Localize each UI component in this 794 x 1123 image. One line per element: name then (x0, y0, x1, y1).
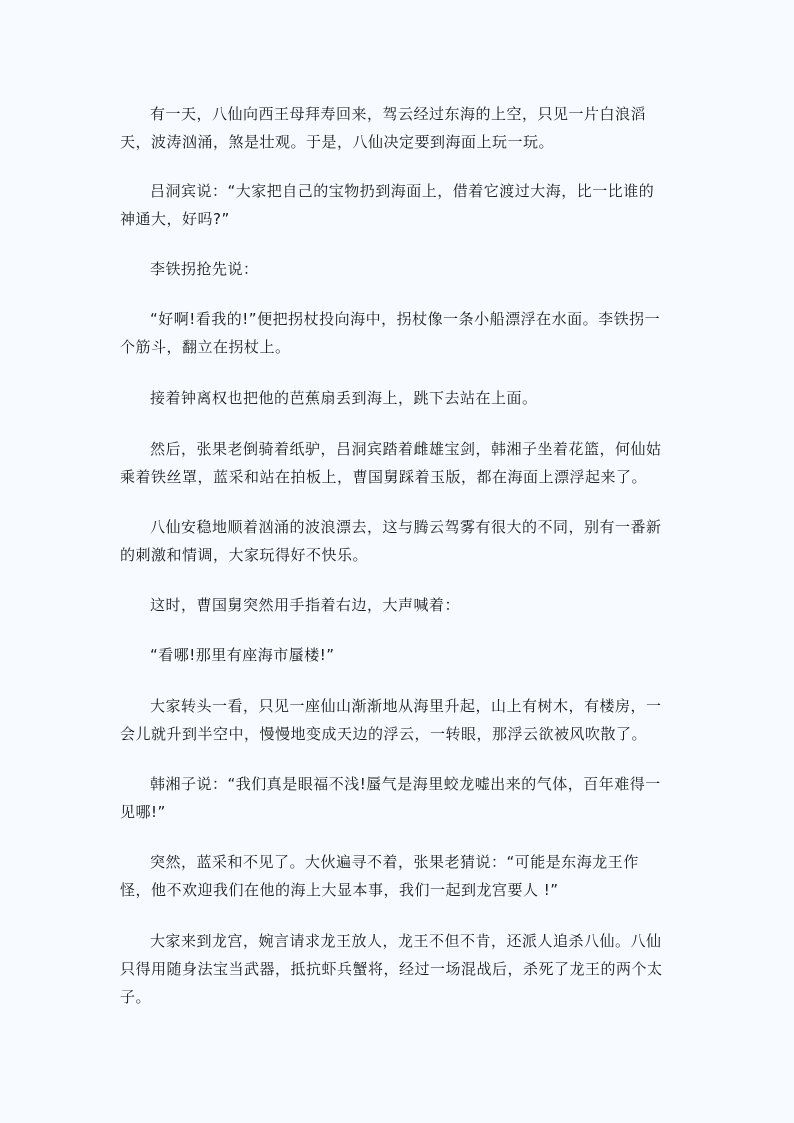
paragraph-8: 这时，曹国舅突然用手指着右边，大声喊着： (150, 596, 461, 614)
paragraph-5: 接着钟离权也把他的芭蕉扇丢到海上，跳下去站在上面。 (150, 389, 538, 407)
paragraph-7: 八仙安稳地顺着汹涌的波浪漂去，这与腾云驾雾有很大的不同，别有一番新的刺激和情调，大家玩得好不快乐。 (120, 518, 662, 564)
paragraph-12: 突然，蓝采和不见了。大伙遍寻不着，张果老猜说：“可能是东海龙王作怪，他不欢迎我们在他的海上大显本事，我们一起到龙宫要人 !” (120, 853, 639, 899)
paragraph-1: 有一天，八仙向西王母拜寿回来，驾云经过东海的上空，只见一片白浪滔天，波涛汹涌，煞是壮观。于是，八仙决定要到海面上玩一玩。 (120, 105, 647, 151)
paragraph-11: 韩湘子说：“我们真是眼福不浅!蜃气是海里蛟龙嘘出来的气体，百年难得一见哪!” (120, 775, 661, 821)
paragraph-13: 大家来到龙宫，婉言请求龙王放人，龙王不但不肯，还派人追杀八仙。八仙只得用随身法宝当武器，抵抗虾兵蟹将，经过一场混战后，杀死了龙王的两个太子。 (120, 932, 663, 1006)
paragraph-4: “好啊!看我的!”便把拐杖投向海中，拐杖像一条小船漂浮在水面。李铁拐一个筋斗，翻立在拐杖上。 (120, 310, 661, 356)
paragraph-2: 吕洞宾说：“大家把自己的宝物扔到海面上，借着它渡过大海，比一比谁的神通大，好吗?” (120, 182, 655, 228)
paragraph-9: “看哪!那里有座海市蜃楼!” (150, 646, 335, 664)
paragraph-6: 然后，张果老倒骑着纸驴，吕洞宾踏着雌雄宝剑，韩湘子坐着花篮，何仙姑乘着铁丝罩，蓝采和站在拍板上，曹国舅踩着玉版，都在海面上漂浮起来了。 (120, 440, 662, 486)
paragraph-10: 大家转头一看，只见一座仙山渐渐地从海里升起，山上有树木，有楼房，一会儿就升到半空中，慢慢地变成天边的浮云，一转眼，那浮云欲被风吹散了。 (120, 697, 662, 743)
paragraph-3: 李铁拐抢先说： (150, 260, 259, 278)
